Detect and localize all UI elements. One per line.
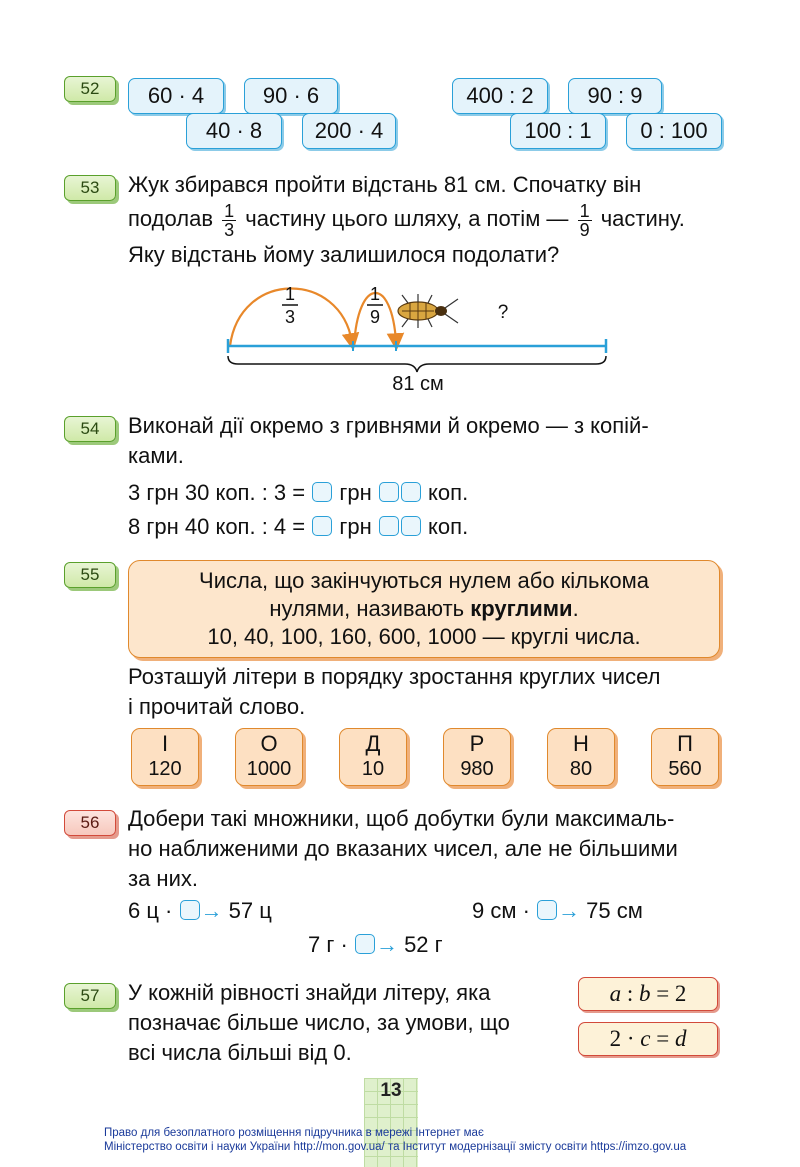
diagram-frac1-den: 3 [284, 307, 296, 327]
expression-box: 0 : 100 [626, 113, 722, 149]
fraction-one-third: $\frac{1}{3}$ [224, 200, 235, 240]
rule-box [128, 560, 720, 658]
money-row-2 [128, 510, 468, 544]
task-text: Виконай дії окремо з гривнями й окремо — з копій- [128, 413, 649, 438]
rule-line: нулями, називають круглими. [269, 596, 579, 621]
unit-label: коп. [428, 514, 469, 539]
task-number-54: 54 [64, 416, 116, 442]
answer-square[interactable] [401, 482, 421, 502]
page-number: 13 [380, 1080, 402, 1101]
task-text: за них. [128, 866, 198, 891]
task-number-55: 55 [64, 562, 116, 588]
answer-square[interactable] [312, 516, 332, 536]
task-text-with-fractions [128, 200, 685, 239]
task-text: но наближеними до вказаних чисел, але не більшими [128, 836, 678, 861]
expression-box: 60 · 4 [128, 78, 224, 114]
expression: 3 грн 30 коп. : 3 = [128, 480, 306, 505]
diagram-question: ? [497, 302, 509, 323]
multiplier-item: 6 ц · → 57 ц [128, 898, 272, 923]
task-text: У кожній рівності знайди літеру, яка [128, 980, 491, 1005]
letter-card: Р 980 [443, 728, 511, 786]
equation-box: a : b = 2 [578, 977, 718, 1011]
expression-box: 200 · 4 [302, 113, 396, 149]
expression-box: 100 : 1 [510, 113, 606, 149]
answer-square[interactable] [379, 482, 399, 502]
answer-square[interactable] [180, 900, 200, 920]
task-number-52: 52 [64, 76, 116, 102]
expression-box: 90 : 9 [568, 78, 662, 114]
task-text: Розташуй літери в порядку зростання круглих чисел [128, 664, 661, 689]
arrow-right-icon: → [558, 898, 581, 923]
answer-square[interactable] [355, 934, 375, 954]
letter-card: І 120 [131, 728, 199, 786]
unit-label: грн [339, 480, 372, 505]
beetle-path-diagram [0, 276, 800, 396]
rule-line: 10, 40, 100, 160, 600, 1000 — круглі числа. [207, 624, 641, 649]
expression: 8 грн 40 коп. : 4 = [128, 514, 306, 539]
arrow-right-icon: → [200, 898, 223, 923]
diagram-frac2-den: 9 [369, 307, 381, 327]
expression-box: 90 · 6 [244, 78, 338, 114]
money-row-1 [128, 476, 468, 510]
diagram-frac2-num: 1 [369, 284, 381, 304]
equation-box: 2 · c = d [578, 1022, 718, 1056]
rule-line: Числа, що закінчуються нулем або кількома [199, 568, 649, 593]
footer-line: Право для безоплатного розміщення підручника в мережі Інтернет має [104, 1127, 484, 1139]
text-fragment: подолав [128, 206, 214, 231]
task-text: Добери такі множники, щоб добутки були максималь- [128, 806, 675, 831]
rule-bold-term: круглими [470, 596, 573, 621]
text-fragment: частину цього шляху, а потім — [245, 206, 569, 231]
unit-label: грн [339, 514, 372, 539]
expression-box: 40 · 8 [186, 113, 282, 149]
task-text: всі числа більші від 0. [128, 1040, 352, 1065]
answer-square[interactable] [401, 516, 421, 536]
letter-card: Д 10 [339, 728, 407, 786]
expression-box: 400 : 2 [452, 78, 548, 114]
letter-card: О 1000 [235, 728, 303, 786]
diagram-frac1-num: 1 [284, 284, 296, 304]
multiplier-item: 9 см · → 75 см [472, 898, 643, 923]
text-fragment: частину. [600, 206, 685, 231]
unit-label: коп. [428, 480, 469, 505]
answer-square[interactable] [379, 516, 399, 536]
total-brace [228, 356, 606, 372]
arrow-right-icon: → [375, 932, 398, 957]
fraction-one-ninth: $\frac{1}{9}$ [579, 200, 590, 240]
footer-line: Міністерство освіти і науки України http://mon.gov.ua/ та Інститут модернізації змісту освіти https://imzo.gov.ua [104, 1141, 687, 1153]
task-text: і прочитай слово. [128, 694, 306, 719]
answer-square[interactable] [312, 482, 332, 502]
multiplier-item: 7 г · → 52 г [308, 932, 443, 957]
task-number-57: 57 [64, 983, 116, 1009]
task-number-56: 56 [64, 810, 116, 836]
beetle-icon [398, 294, 458, 328]
letter-card: Н 80 [547, 728, 615, 786]
task-text: ками. [128, 443, 184, 468]
letter-card: П 560 [651, 728, 719, 786]
diagram-total: 81 см [392, 373, 444, 395]
task-number-53: 53 [64, 175, 116, 201]
task-text: Жук збирався пройти відстань 81 см. Спочатку він [128, 172, 642, 197]
task-text: позначає більше число, за умови, що [128, 1010, 510, 1035]
answer-square[interactable] [537, 900, 557, 920]
task-text: Яку відстань йому залишилося подолати? [128, 242, 560, 267]
